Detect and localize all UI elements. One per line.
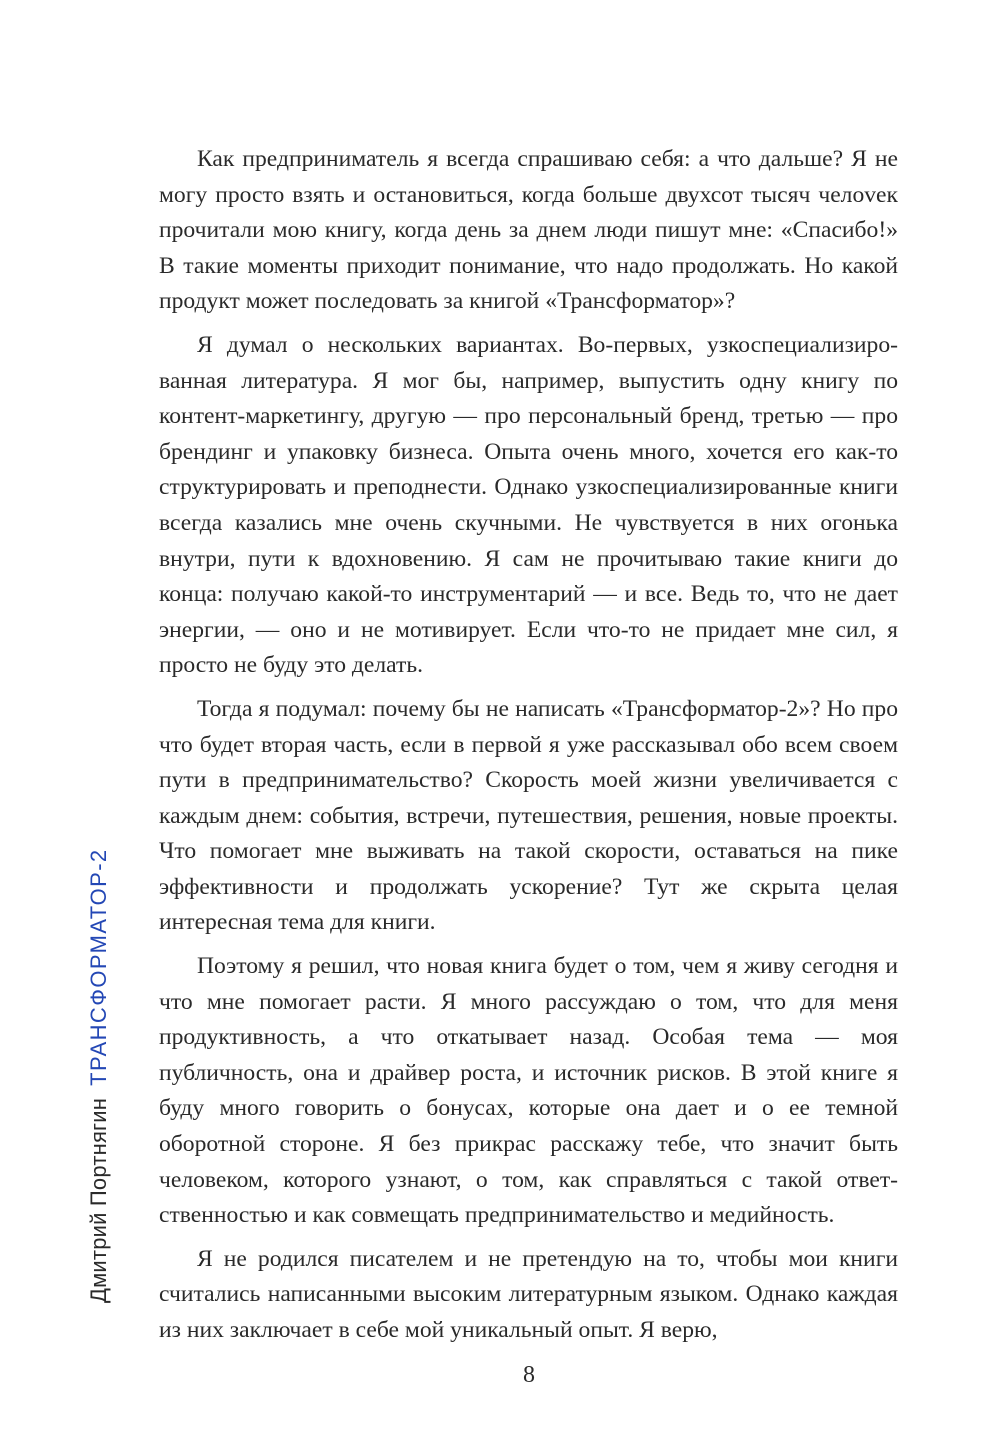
paragraph: Я думал о нескольких вариантах. Во-первых, узкоспециализированная литература. Я мог бы, например, выпустить одну книгу по контент-маркетингу, другую — про персональный бренд, третью — про брендинг и упаковку бизнеса. Опыта очень много, хочется его как-то структурировать и преподнести. Однако узкоспециализированные книги всегда казались мне очень скучными. Не чувствуется в них огонька внутри, пути к вдохновению. Я сам не прочитываю такие книги до конца: получаю какой-то инструментарий — и все. Ведь то, что не дает энергии, — оно и не мотивирует. Если что-то не придает мне сил, я просто не буду это делать. (159, 331, 898, 679)
running-head (86, 848, 112, 1303)
paragraph: Как предприниматель я всегда спрашиваю себя: а что дальше? Я не могу просто взять и остановиться, когда больше двухсот тысяч челоvек прочитали мою книгу, когда день за днем люди пишут мне: «Спасибо!» В такие моменты приходит понимание, что надо продолжать. Но какой продукт может последовать за книгой «Трансформатор»? (159, 146, 898, 315)
paragraph: Тогда я подумал: почему бы не написать «Трансформатор-2»? Но про что будет вторая часть, если в первой я уже рассказывал обо всем своем пути в предпринимательство? Скорость моей жизни увеличивается с каждым днем: события, встречи, путешествия, решения, новые проекты. Что помогает мне выживать на такой скорости, оставаться на пике эффективности и продолжать ускорение? Тут же скрыта целая интересная тема для книги. (159, 695, 898, 936)
running-head-title: ТРАНСФОРМАТОР-2 (86, 848, 111, 1086)
paragraph: Я не родился писателем и не претендую на то, чтобы мои книги считались написанными высоким литературным языком. Однако каждая из них заключает в себе мой уникальный опыт. Я верю, (159, 1245, 898, 1343)
page-number: 8 (523, 1362, 535, 1388)
running-head-author: Дмитрий Портнягин (86, 1097, 111, 1303)
body-text (159, 142, 898, 1357)
paragraph: Поэтому я решил, что новая книга будет о том, чем я живу сегодня и что мне помогает расти. Я много рассуждаю о том, что для меня продуктивность, а что откатывает назад. Особая тема — моя публичность, она и драйвер роста, и источник рисков. В этой книге я буду много говорить о бонусах, которые она дает и о ее темной оборотной стороне. Я без прикрас расскажу тебе, что значит быть человеком, которого узнают, о том, как справляться с такой ответственностью и как совмещать предпринимательство и медийность. (159, 953, 898, 1229)
